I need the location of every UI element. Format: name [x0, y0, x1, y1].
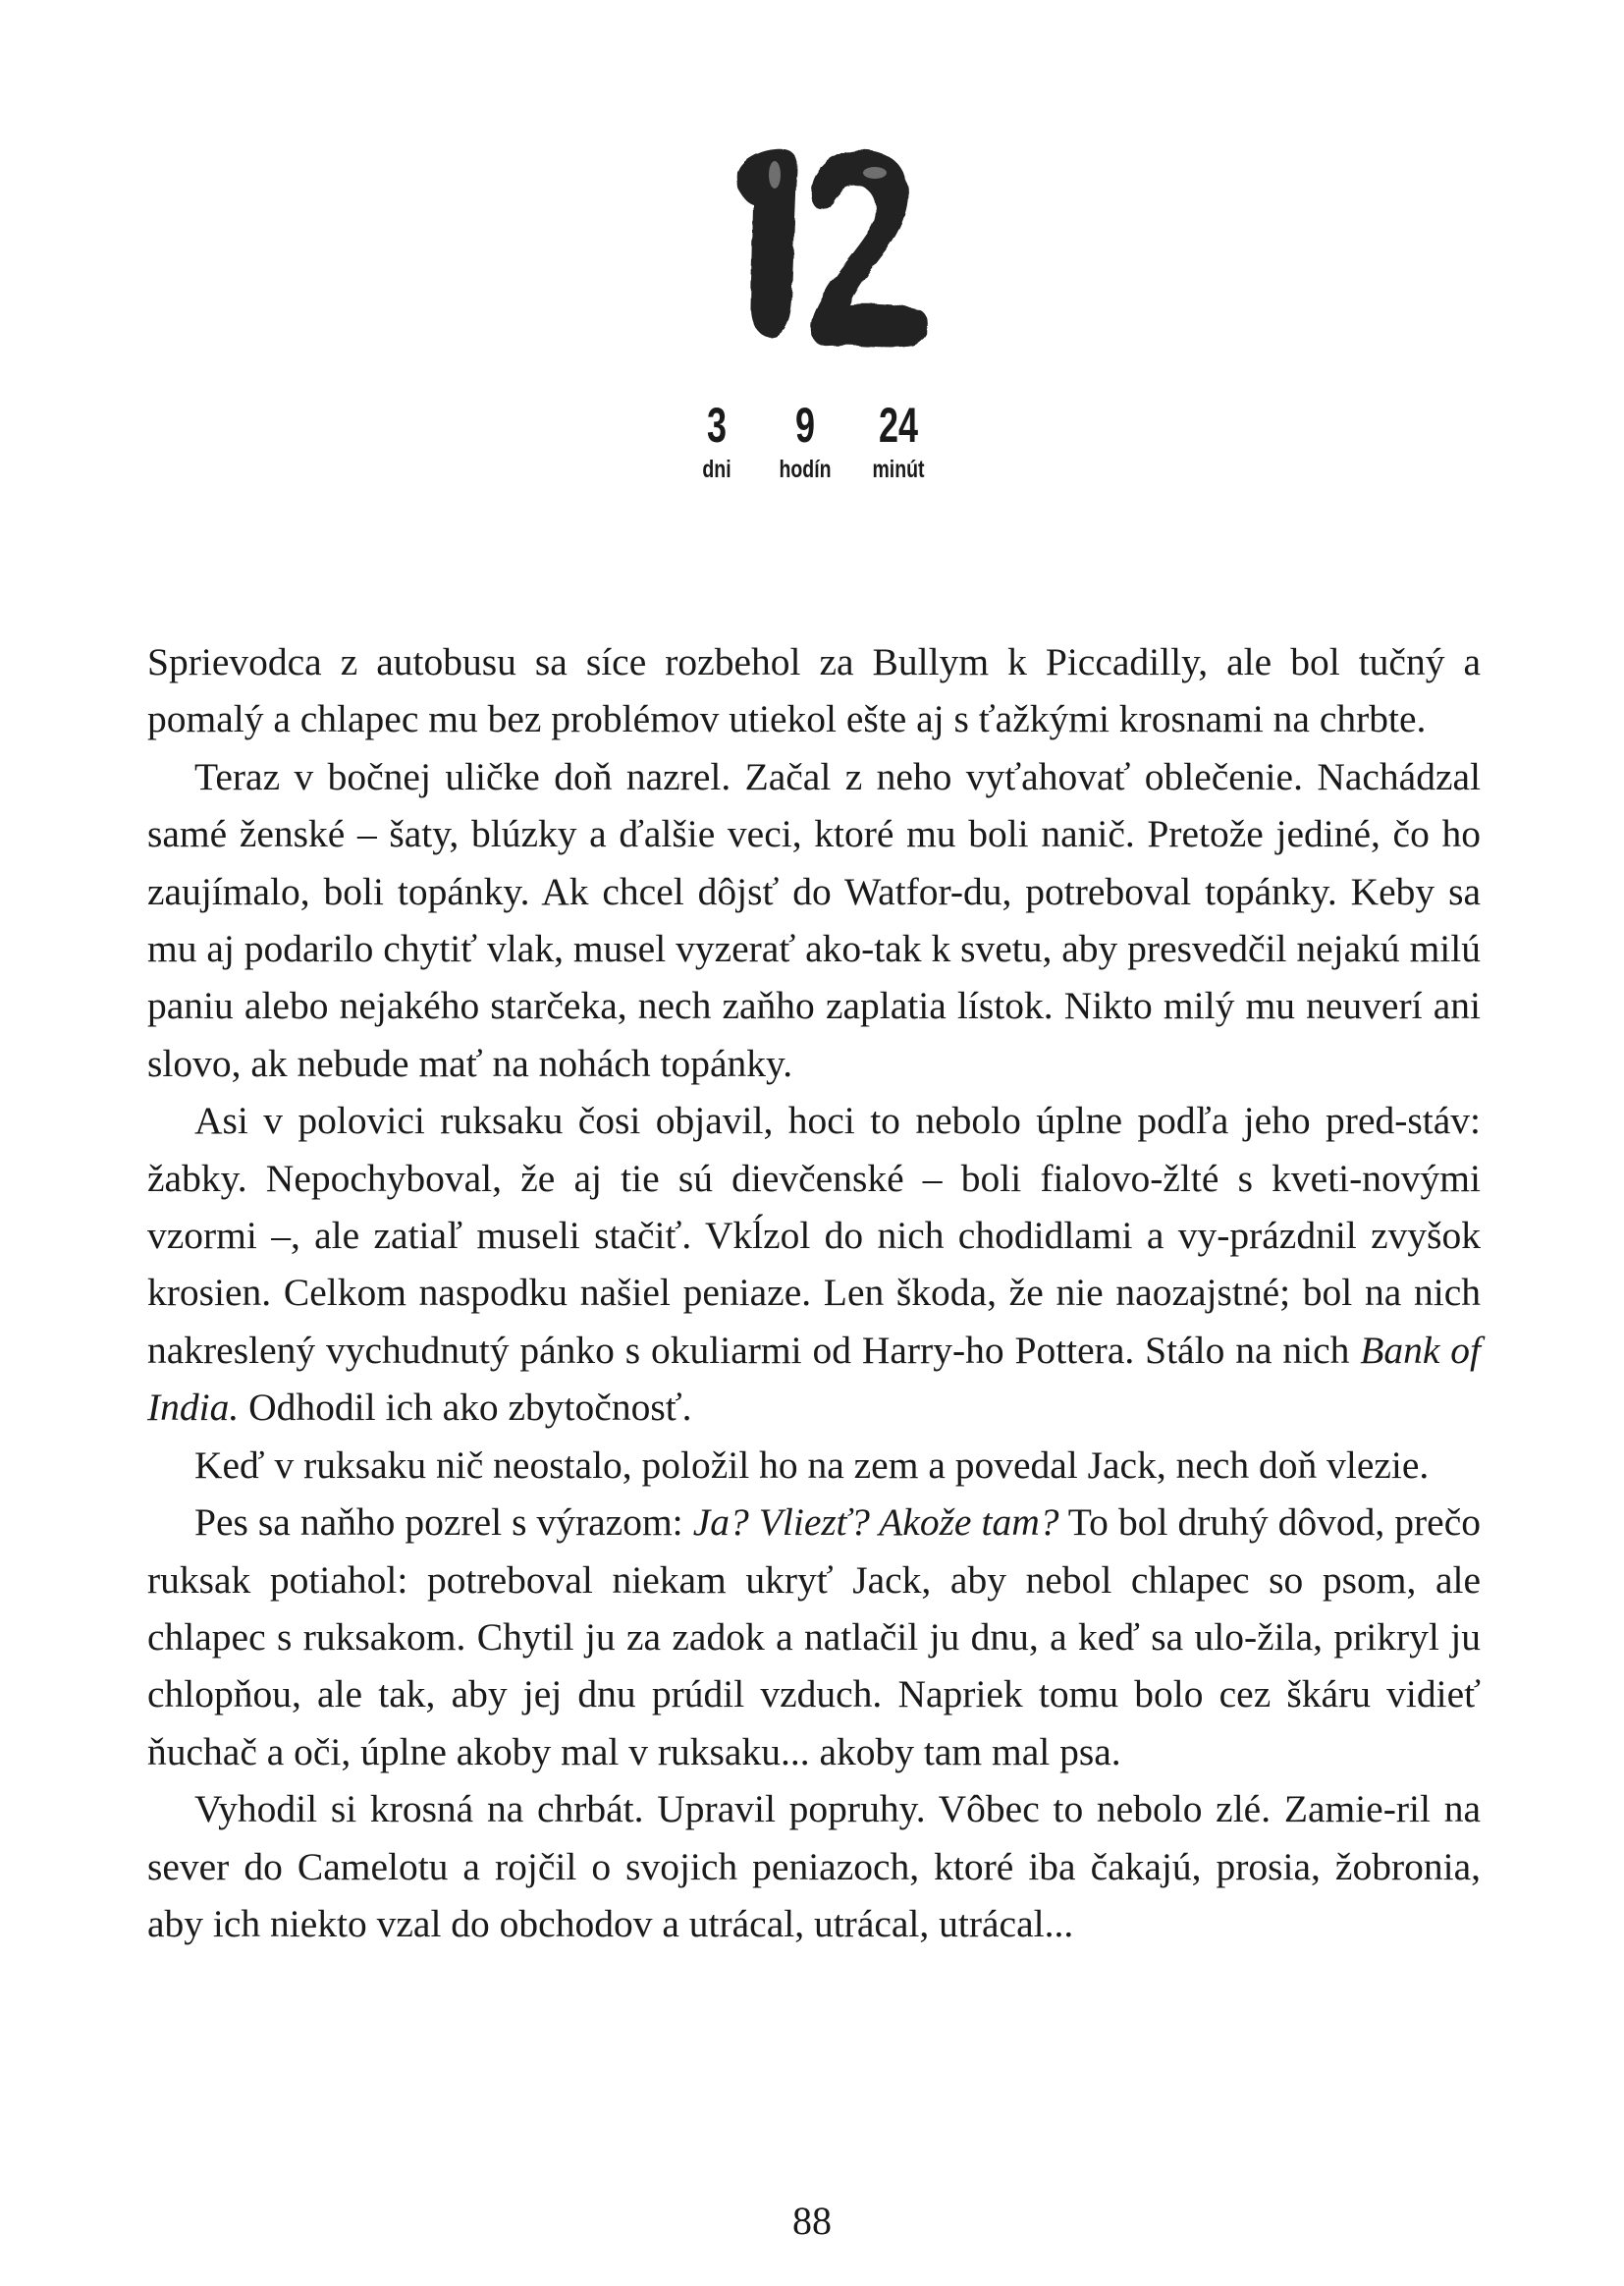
italic-phrase: Ja? Vliezť? Akože tam?	[692, 1500, 1059, 1545]
paragraph	[147, 748, 1481, 1092]
countdown-hours	[766, 398, 844, 484]
countdown	[687, 398, 943, 486]
countdown-days	[687, 398, 746, 484]
paragraph	[147, 633, 1481, 748]
page-number: 88	[792, 2199, 832, 2243]
paragraph-text: Vyhodil si krosná na chrbát. Upravil popruhy. Vôbec to nebolo zlé. Zamie-ril na sever do Camelotu a rojčil o svojich peniazoch, ktoré iba čakajú, prosia, žobronia, aby ich niekto vzal do obchodov a utrácal, utrácal, utrácal...	[147, 1787, 1481, 1945]
paragraph-text: Pes sa naňho pozrel s výrazom:	[194, 1500, 693, 1545]
countdown-minutes-value: 24	[878, 398, 919, 453]
paragraph-text: Keď v ruksaku nič neostalo, položil ho na zem a povedal Jack, nech doň vlezie.	[194, 1442, 1430, 1487]
paragraph-text: Teraz v bočnej uličke doň nazrel. Začal z neho vyťahovať oblečenie. Nachádzal samé ženské – šaty, blúzky a ďalšie veci, ktoré mu boli nanič. Pretože jediné, čo ho zaujímalo, boli topánky. Ak chcel dôjsť do Watfor-du, potreboval topánky. Keby sa mu aj podarilo chytiť vlak, musel vyzerať ako-tak k svetu, aby presvedčil nejakú milú paniu alebo nejakého starčeka, nech zaňho zaplatia lístok. Nikto milý mu neuverí ani slovo, ak nebude mať na nohách topánky.	[147, 754, 1481, 1085]
paragraph	[147, 1494, 1481, 1780]
paragraph-text: Sprievodca z autobusu sa síce rozbehol za Bullym k Piccadilly, ale bol tučný a pomalý a chlapec mu bez problémov utiekol ešte aj s ťažkými krosnami na chrbte.	[147, 640, 1481, 741]
countdown-days-value: 3	[706, 398, 728, 453]
body-text	[147, 633, 1481, 1952]
paragraph-text: Odhodil ich ako zbytočnosť.	[239, 1386, 692, 1430]
italic-phrase: Bank of India.	[147, 1328, 1481, 1430]
countdown-hours-value: 9	[794, 398, 816, 453]
countdown-minutes-label: minút	[872, 456, 925, 483]
paragraph-text: To bol druhý dôvod, prečo ruksak potiahol: potreboval niekam ukryť Jack, aby nebol chlapec so psom, ale chlapec s ruksakom. Chytil ju za zadok a natlačil ju dnu, a keď sa ulo-žila, prikryl ju chlopňou, ale tak, aby jej dnu prúdil vzduch. Napriek tomu bolo cez škáru vidieť ňuchač a oči, úplne akoby mal v ruksaku... akoby tam mal psa.	[147, 1500, 1481, 1773]
paragraph	[147, 1437, 1481, 1494]
countdown-hours-label: hodín	[779, 456, 832, 483]
countdown-minutes	[854, 398, 943, 484]
countdown-days-label: dni	[702, 456, 731, 483]
chapter-number-brush-glyphs	[728, 136, 934, 356]
paragraph	[147, 1092, 1481, 1436]
digit-one-stroke	[737, 149, 797, 338]
chapter-number-artwork	[728, 136, 934, 356]
paragraph-text: Asi v polovici ruksaku čosi objavil, hoci to nebolo úplne podľa jeho pred-stáv: žabky. Nepochyboval, že aj tie sú dievčenské – boli fialovo-žlté s kveti-novými vzormi –, ale zatiaľ museli stačiť. Vkĺzol do nich chodidlami a vy-prázdnil zvyšok krosien. Celkom naspodku našiel peniaze. Len škoda, že nie naozajstné; bol na nich nakreslený vychudnutý pánko s okuliarmi od Harry-ho Pottera. Stálo na nich	[147, 1099, 1481, 1372]
paragraph	[147, 1780, 1481, 1952]
digit-two-stroke	[811, 150, 929, 348]
